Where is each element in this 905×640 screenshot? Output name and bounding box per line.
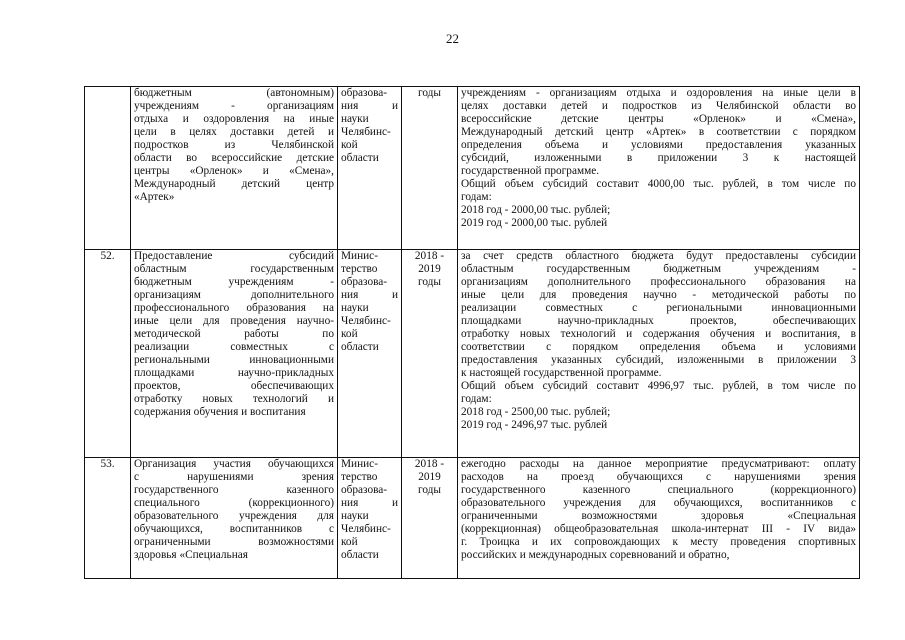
- period-cell: [402, 87, 458, 250]
- funding-description-line: ограниченными возможностями здоровья «Специальная: [461, 510, 856, 522]
- measure-name-line: отдыха и оздоровления на иные: [134, 113, 334, 125]
- measure-name-line: области во всероссийские детские: [134, 152, 334, 164]
- executor-line: кой: [341, 328, 358, 340]
- funding-description-line: соответствии с порядком определения объема и условиями: [461, 341, 856, 353]
- executor-line: ния и: [341, 289, 398, 301]
- funding-description-cell: [458, 87, 860, 250]
- executor-line: кой: [341, 536, 358, 548]
- funding-description-line: г. Троицка и их сопровождающих к месту проведения спортивных: [461, 536, 856, 548]
- measure-name-line: центры «Орленок» и «Смена»,: [134, 165, 334, 177]
- funding-description-line: учреждениям - организациям отдыха и оздоровления на иные цели в: [461, 87, 856, 99]
- funding-description-line: целях доставки детей и подростков из Челябинской области во: [461, 100, 856, 112]
- table-row: [85, 87, 860, 250]
- executor-cell: [338, 87, 402, 250]
- funding-description-cell: [458, 458, 860, 579]
- measure-name-line: здоровья «Специальная: [134, 549, 248, 561]
- funding-description-line: государственной программе.: [461, 165, 600, 177]
- measure-name-line: содержания обучения и воспитания: [134, 406, 306, 418]
- measure-name-line: учреждениям - организациям: [134, 100, 334, 112]
- executor-line: области: [341, 341, 379, 353]
- period-line: 2019: [418, 263, 441, 275]
- program-measures-table: [84, 86, 860, 579]
- executor-cell: [338, 250, 402, 458]
- funding-description-line: определения объема и условиями предоставления указанных: [461, 139, 856, 151]
- funding-description-line: государственного казенного специального (коррекционного): [461, 484, 856, 496]
- executor-line: Челябинс-: [341, 315, 391, 327]
- funding-description-line: Общий объем субсидий составит 4000,00 тыс. рублей, в том числе по: [461, 178, 856, 190]
- row-number: 53.: [100, 458, 115, 470]
- executor-line: Минис-: [341, 250, 378, 262]
- funding-description-line: (коррекционная) общеобразовательная школа-интернат III - IV вида»: [461, 523, 856, 535]
- period-line: 2018 -: [414, 250, 445, 262]
- executor-line: ния и: [341, 100, 398, 112]
- period-line: годы: [417, 484, 441, 496]
- executor-line: области: [341, 152, 379, 164]
- funding-description-line: к настоящей государственной программе.: [461, 367, 662, 379]
- funding-description-line: предоставления указанных субсидий, изложенными в приложении 3: [461, 354, 856, 366]
- table-row: [85, 250, 860, 458]
- row-number-cell: [85, 458, 131, 579]
- period-line: 2018 -: [414, 458, 445, 470]
- measure-name-line: Международный детский центр: [134, 178, 334, 190]
- measure-name-cell: [131, 250, 338, 458]
- period-line: годы: [417, 276, 441, 288]
- measure-name-line: организациям дополнительного: [134, 289, 334, 301]
- funding-description-line: ежегодно расходы на данное мероприятие предусматривают: оплату: [461, 458, 856, 470]
- funding-description-line: 2019 год - 2496,97 тыс. рублей: [461, 419, 608, 431]
- funding-description-line: субсидий, изложенными в приложении 3 к настоящей: [461, 152, 856, 164]
- measure-name-line: региональными инновационными: [134, 354, 334, 366]
- page-number: 22: [446, 31, 459, 46]
- funding-description-line: за счет средств областного бюджета будут предоставлены субсидии: [461, 250, 856, 262]
- measure-name-line: площадками научно-прикладных: [134, 367, 334, 379]
- measure-name-line: государственного казенного: [134, 484, 334, 496]
- period-cell: [402, 458, 458, 579]
- measure-name-line: «Артек»: [134, 191, 175, 203]
- period-line: годы: [417, 87, 441, 99]
- period-cell: [402, 250, 458, 458]
- measure-name-cell: [131, 458, 338, 579]
- funding-description-line: 2019 год - 2000,00 тыс. рублей: [461, 217, 608, 229]
- funding-description-line: организациям дополнительного профессионального образования на: [461, 276, 856, 288]
- funding-description-cell: [458, 250, 860, 458]
- measure-name-line: Предоставление субсидий: [134, 250, 334, 262]
- executor-cell: [338, 458, 402, 579]
- executor-line: ния и: [341, 497, 398, 509]
- funding-description-line: 2018 год - 2500,00 тыс. рублей;: [461, 406, 611, 418]
- funding-description-line: областным государственным бюджетным учреждениям -: [461, 263, 856, 275]
- measure-name-line: ограниченными возможностями: [134, 536, 334, 548]
- executor-line: области: [341, 549, 379, 561]
- executor-line: Минис-: [341, 458, 378, 470]
- measure-name-cell: [131, 87, 338, 250]
- measure-name-line: профессионального образования на: [134, 302, 334, 314]
- executor-line: кой: [341, 139, 358, 151]
- measure-name-line: бюджетным учреждениям -: [134, 276, 334, 288]
- executor-line: образова-: [341, 484, 388, 496]
- funding-description-line: образовательного учреждения для обучающихся, воспитанников с: [461, 497, 856, 509]
- funding-description-line: иные цели для проведения научно - методической работы по: [461, 289, 856, 301]
- measure-name-line: с нарушениями зрения: [134, 471, 334, 483]
- measure-name-line: специального (коррекционного): [134, 497, 334, 509]
- funding-description-line: годам:: [461, 191, 492, 203]
- measure-name-line: отработку новых технологий и: [134, 393, 334, 405]
- measure-name-line: образовательного учреждения для: [134, 510, 334, 522]
- measure-name-line: иные цели для проведения научно-: [134, 315, 334, 327]
- executor-line: Челябинс-: [341, 126, 391, 138]
- funding-description-line: годам:: [461, 393, 492, 405]
- table-row: [85, 458, 860, 579]
- funding-description-line: отработку новых технологий и содержания обучения и воспитания, в: [461, 328, 856, 340]
- executor-line: терство: [341, 471, 378, 483]
- measure-name-line: реализации совместных с: [134, 341, 334, 353]
- measure-name-line: проектов, обеспечивающих: [134, 380, 334, 392]
- funding-description-line: 2018 год - 2000,00 тыс. рублей;: [461, 204, 611, 216]
- executor-line: науки: [341, 510, 369, 522]
- row-number-cell: [85, 87, 131, 250]
- measure-name-line: Организация участия обучающихся: [134, 458, 334, 470]
- funding-description-line: реализации совместных с региональными инновационными: [461, 302, 856, 314]
- period-line: 2019: [418, 471, 441, 483]
- measure-name-line: обучающихся, воспитанников с: [134, 523, 334, 535]
- measure-name-line: областным государственным: [134, 263, 334, 275]
- funding-description-line: расходов на проезд обучающихся с нарушениями зрения: [461, 471, 856, 483]
- row-number-cell: [85, 250, 131, 458]
- measure-name-line: подростков из Челябинской: [134, 139, 334, 151]
- executor-line: образова-: [341, 276, 388, 288]
- executor-line: науки: [341, 302, 369, 314]
- row-number: 52.: [100, 250, 115, 262]
- measure-name-line: цели в целях доставки детей и: [134, 126, 334, 138]
- executor-line: терство: [341, 263, 378, 275]
- measure-name-line: бюджетным (автономным): [134, 87, 334, 99]
- measure-name-line: методической работы по: [134, 328, 334, 340]
- funding-description-line: всероссийские детские центры «Орленок» и «Смена»,: [461, 113, 856, 125]
- funding-description-line: Международный детский центр «Артек» в соответствии с порядком: [461, 126, 856, 138]
- funding-description-line: Общий объем субсидий составит 4996,97 тыс. рублей, в том числе по: [461, 380, 856, 392]
- executor-line: Челябинс-: [341, 523, 391, 535]
- executor-line: образова-: [341, 87, 388, 99]
- funding-description-line: площадками научно-прикладных проектов, обеспечивающих: [461, 315, 856, 327]
- executor-line: науки: [341, 113, 369, 125]
- funding-description-line: российских и международных соревнований и обратно,: [461, 549, 730, 561]
